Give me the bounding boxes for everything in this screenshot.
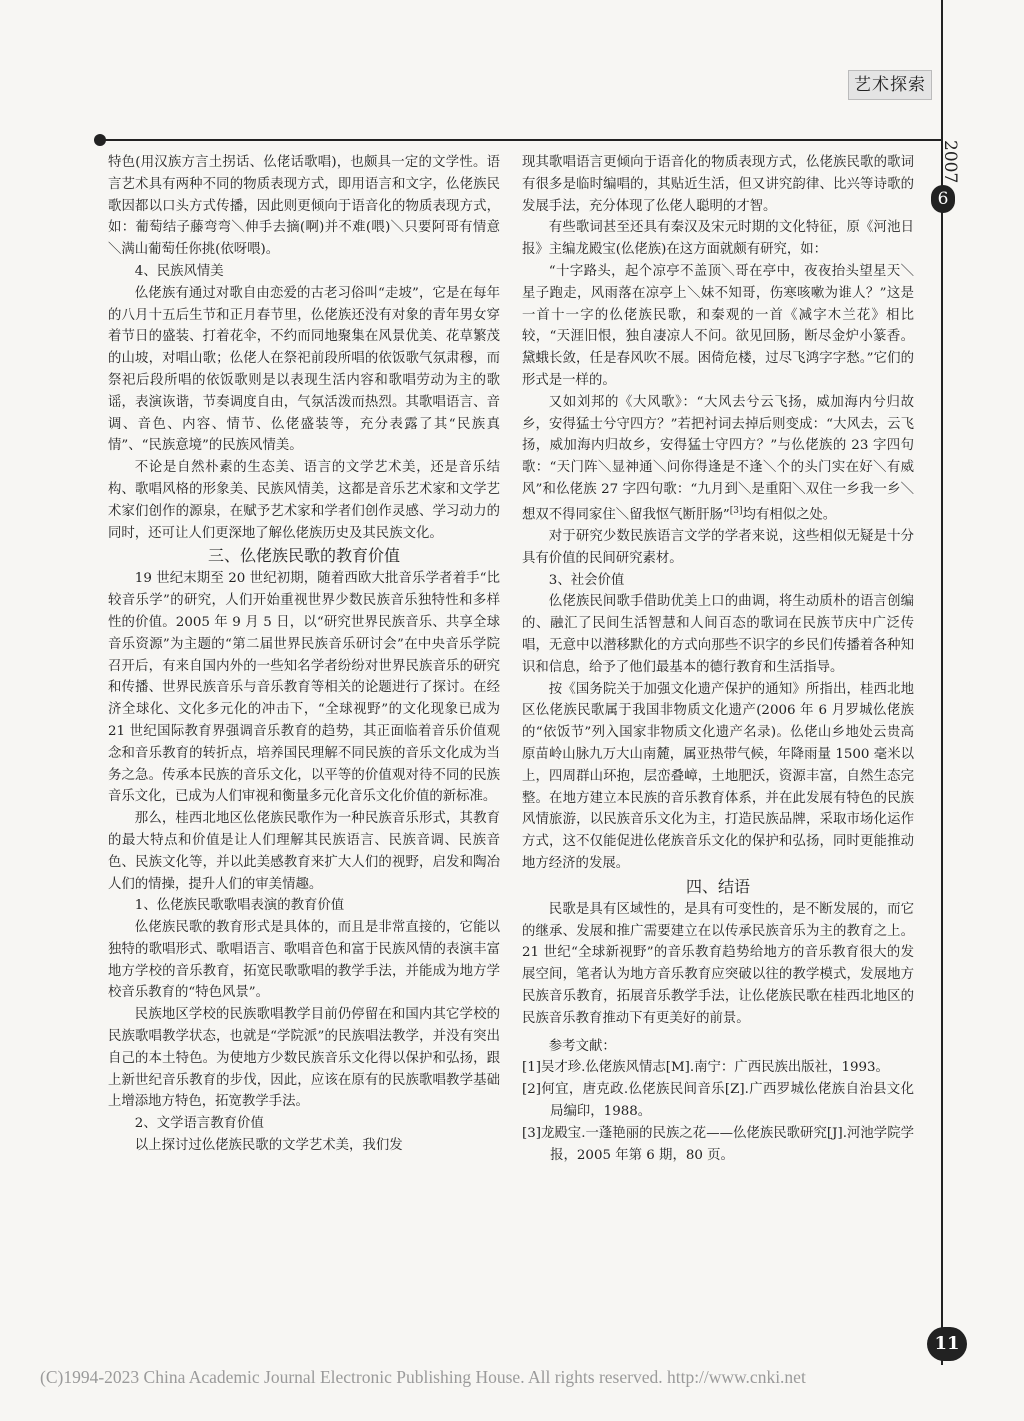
page-number: 11 — [927, 1327, 967, 1361]
paragraph: 不论是自然朴素的生态美、语言的文学艺术美，还是音乐结构、歌唱风格的形象美、民族风情美，这都是音乐艺术家和文学艺术家们创作的源泉，在赋予艺术家和学者们创作灵感、学习动力的同时，还可让人们更深地了解仫佬族历史及其民族文化。 — [108, 460, 500, 541]
citation-mark: [3] — [729, 505, 743, 516]
left-column — [108, 152, 500, 1157]
right-column — [522, 152, 914, 1166]
paragraph: 特色(用汉族方言土拐话、仫佬话歌唱)，也颇具一定的文学性。语言艺术具有两种不同的物质表现方式，即用语言和文字，仫佬族民歌因都以口头方式传播，因此则更倾向于语音化的物质表现方式，如：葡萄结子藤弯弯＼伸手去摘(啊)并不难(喂)＼只要阿哥有情意＼满山葡萄任你挑(依呀喂)。 — [108, 155, 500, 258]
paragraph: 有些歌词甚至还具有秦汉及宋元时期的文化特征，原《河池日报》主编龙殿宝(仫佬族)在这方面就颇有研究，如： — [522, 220, 914, 258]
paragraph: 那么，桂西北地区仫佬族民歌作为一种民族音乐形式，其教育的最大特点和价值是让人们理解其民族语言、民族音调、民族音色、民族文化等，并以此美感教育来扩大人们的视野，启发和陶冶人们的情操，提升人们的审美情趣。 — [108, 811, 500, 892]
paragraph: 仫佬族民歌的教育形式是具体的，而且是非常直接的，它能以独特的歌唱形式、歌唱语言、歌唱音色和富于民族风情的表演丰富地方学校的音乐教育，拓宽民歌歌唱的教学手法，并能成为地方学校音乐教育的“特色风景”。 — [108, 920, 500, 1001]
paragraph: 民歌是具有区域性的，是具有可变性的，是不断发展的，而它的继承、发展和推广需要建立在以传承民族音乐为主的教育之上。21 世纪“全球新视野”的音乐教育趋势给地方的音乐教育很大的发展空间，笔者认为地方音乐教育应突破以往的教学模式，发展地方民族音乐教育，拓展音乐教学手法，让仫佬族民歌在桂西北地区的民族音乐教育推动下有更美好的前景。 — [522, 901, 914, 1026]
reference-item: [3]龙殿宝.一蓬艳丽的民族之花——仫佬族民歌研究[J].河池学院学报，2005 年第 6 期，80 页。 — [522, 1125, 914, 1163]
section-heading: 三、仫佬族民歌的教育价值 — [207, 546, 400, 566]
paragraph: 对于研究少数民族语言文学的学者来说，这些相似无疑是十分具有价值的民间研究素材。 — [522, 529, 914, 566]
subheading: 1、仫佬族民歌歌唱表演的教育价值 — [134, 898, 345, 914]
reference-item: [2]何宜，唐克政.仫佬族民间音乐[Z].广西罗城仫佬族自治县文化局编印，1988。 — [522, 1082, 914, 1119]
paragraph: 现其歌唱语言更倾向于语音化的物质表现方式，仫佬族民歌的歌词有很多是临时编唱的，其贴近生活，但又讲究韵律、比兴等诗歌的发展手法，充分体现了仫佬人聪明的才智。 — [522, 155, 914, 214]
copyright-footer: (C)1994-2023 China Academic Journal Electronic Publishing House. All rights reserved. http://www.cnki.net — [40, 1367, 806, 1387]
quote-paragraph: “十字路头，起个凉亭不盖顶＼哥在亭中，夜夜抬头望星天＼星子跑走，风雨落在凉亭上＼妹不知哥，伤寒咳嗽为谁人？”这是一首十一字的仫佬族民歌，和秦观的一首《减字木兰花》相比较，“天涯旧恨，独自凄凉人不问。欲见回肠，断尽金炉小篆香。黛蛾长敛，任是春风吹不展。困倚危楼，过尽飞鸿字字愁。”它们的形式是一样的。 — [522, 263, 914, 388]
paragraph: 仫佬族民间歌手借助优美上口的曲调，将生动质朴的语言创编的、融汇了民间生活智慧和人间百态的歌词在民族节庆中广泛传唱，无意中以潜移默化的方式向那些不识字的乡民们传播着各种知识和信息，给予了他们最基本的德行教育和生活指导。 — [522, 594, 914, 675]
subheading: 4、民族风情美 — [134, 263, 224, 279]
reference-item: [1]吴才珍.仫佬族风情志[M].南宁：广西民族出版社，1993。 — [522, 1060, 889, 1076]
paragraph: 仫佬族有通过对歌自由恋爱的古老习俗叫“走坡”，它是在每年的八月十五后生节和正月春节里，仫佬族还没有对象的青年男女穿着节日的盛装、打着花伞，不约而同地聚集在风景优美、花草繁茂的山坡，对唱山歌；仫佬人在祭祀前段所唱的依饭歌气氛肃穆，而祭祀后段所唱的依饭歌则是以表现生活内容和歌唱劳动为主的歌谣，表演诙谐，节奏调度自由，气氛活泼而热烈。其歌唱语言、音调、音色、内容、情节、仫佬盛装等，充分表露了其“民族真情”、“民族意境”的民族风情美。 — [108, 285, 500, 454]
paragraph — [522, 392, 914, 526]
subheading: 2、文学语言教育价值 — [134, 1116, 264, 1132]
paragraph-tail: 均有相似之处。 — [742, 507, 837, 523]
references-title: 参考文献： — [548, 1038, 616, 1054]
paragraph: 民族地区学校的民族歌唱教学目前仍停留在和国内其它学校的民族歌唱教学状态，也就是“学院派”的民族唱法教学，并没有突出自己的本土特色。为使地方少数民族音乐文化得以保护和弘扬，跟上新世纪音乐教育的步伐，因此，应该在原有的民族歌唱教学基础上增添地方特色，拓宽教学手法。 — [108, 1007, 500, 1110]
references — [522, 1036, 914, 1167]
issue-badge: 6 — [931, 185, 955, 213]
section-label: 艺术探索 — [848, 70, 932, 100]
paragraph-text: 又如刘邦的《大风歌》：“大风去兮云飞扬，威加海内兮归故乡，安得猛士兮守四方？”若把衬词去掉后则变成：“大风去，云飞扬，威加海内归故乡，安得猛士守四方？”与仫佬族的 23 字四句歌：“天门阵＼显神通＼问你得逢是不逢＼个的头门实在好＼有威风”和仫佬族 27 字四句歌：“九月到＼是重阳＼双住一乡我一乡＼想双不得同家住＼留我怄气断肝肠” — [522, 394, 914, 523]
header-rule — [99, 139, 941, 141]
section-heading: 四、结语 — [685, 876, 750, 896]
year-label: 2007 — [940, 140, 960, 184]
paragraph: 以上探讨过仫佬族民歌的文学艺术美，我们发 — [134, 1138, 403, 1154]
subheading: 3、社会价值 — [548, 572, 625, 588]
paragraph: 按《国务院关于加强文化遗产保护的通知》所指出，桂西北地区仫佬族民歌属于我国非物质文化遗产(2006 年 6 月罗城仫佬族的“依饭节”列入国家非物质文化遗产名录)。仫佬山乡地处云贵高原苗岭山脉九万大山南麓，属亚热带气候，年降雨量 1500 毫米以上，四周群山环抱，层峦叠嶂，土地肥沃，资源丰富，自然生态完整。在地方建立本民族的音乐教育体系，并在此发展有特色的民族风情旅游，以民族音乐文化为主，打造民族品牌，采取市场化运作方式，这不仅能促进仫佬族音乐文化的保护和弘扬，同时更能推动地方经济的发展。 — [522, 681, 914, 871]
paragraph: 19 世纪末期至 20 世纪初期，随着西欧大批音乐学者着手“比较音乐学”的研究，人们开始重视世界少数民族音乐独特性和多样性的价值。2005 年 9 月 5 日，以“研究世界民族音乐、共享全球音乐资源”为主题的“第二届世界民族音乐研讨会”在中央音乐学院召开后，有来自国内外的一些知名学者纷纷对世界民族音乐的研究和传播、世界民族音乐与音乐教育等相关的论题进行了探讨。在经济全球化、文化多元化的冲击下，“全球视野”的文化现象已成为 21 世纪国际教育界强调音乐教育的趋势，其正面临着音乐价值观念和音乐教育的转折点，培养国民理解不同民族的音乐文化成为当务之急。传承本民族的音乐文化，以平等的价值观对待不同的民族音乐文化，已成为人们审视和衡量多元化音乐文化价值的新标准。 — [108, 571, 500, 805]
